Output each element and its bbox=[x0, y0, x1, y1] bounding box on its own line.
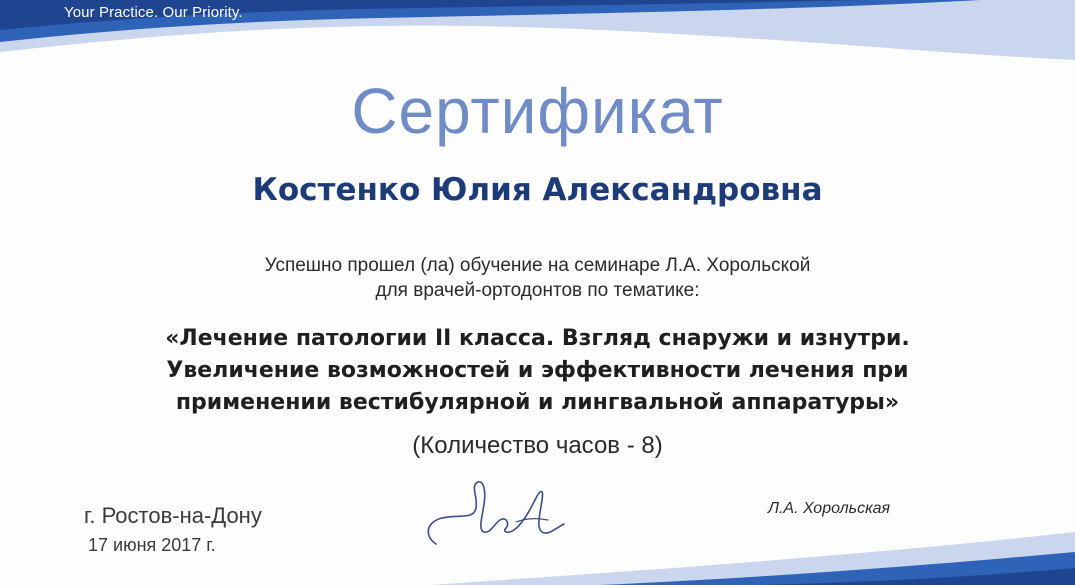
certificate-title: Сертификат bbox=[351, 75, 724, 147]
signature-icon bbox=[418, 474, 588, 554]
signer-name: Л.А. Хорольская bbox=[768, 500, 891, 517]
topic-line-1: «Лечение патологии II класса. Взгляд снаружи и изнутри. bbox=[165, 326, 910, 351]
recipient-name: Костенко Юлия Александровна bbox=[252, 172, 823, 208]
topic-line-2: Увеличение возможностей и эффективности лечения при bbox=[166, 358, 909, 383]
topic-line-3: применении вестибулярной и лингвальной аппаратуры» bbox=[175, 390, 900, 415]
intro-line-2: для врачей-ортодонтов по тематике: bbox=[375, 280, 700, 301]
intro-line-1: Успешно прошел (ла) обучение на семинаре Л.А. Хорольской bbox=[264, 255, 811, 276]
city: г. Ростов-на-Дону bbox=[84, 503, 262, 528]
tagline: Your Practice. Our Priority. bbox=[64, 4, 243, 21]
hours-count: (Количество часов - 8) bbox=[412, 432, 663, 459]
issue-date: 17 июня 2017 г. bbox=[88, 535, 216, 555]
